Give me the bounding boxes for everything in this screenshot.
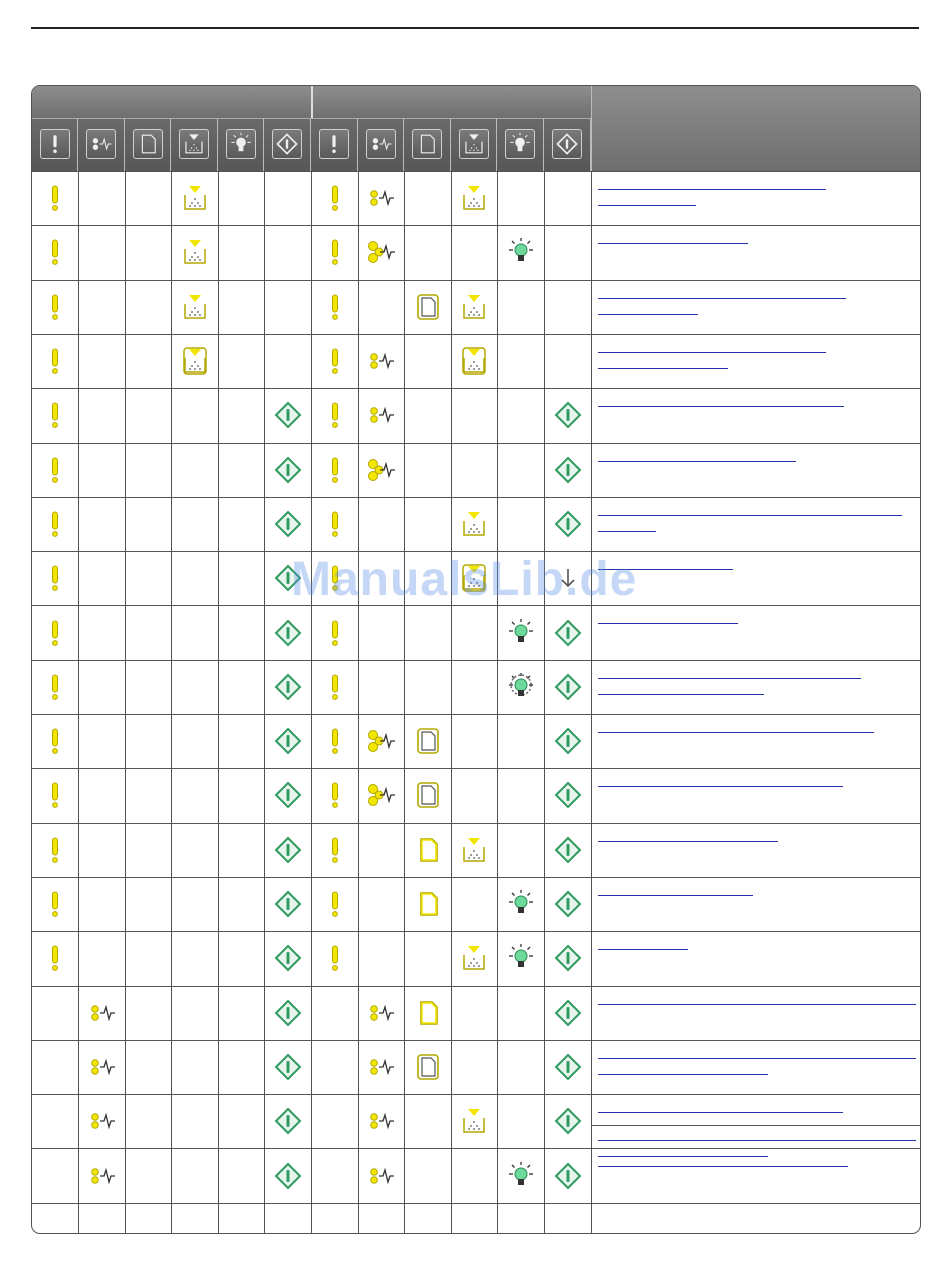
start-icon <box>272 129 302 159</box>
toner-light-icon <box>180 346 210 376</box>
topic-link[interactable] <box>598 531 656 532</box>
topic-link[interactable] <box>598 298 846 299</box>
error-light-icon <box>40 400 70 430</box>
error-light-icon <box>320 237 350 267</box>
topic-link[interactable] <box>598 1156 768 1157</box>
topic-link[interactable] <box>598 1140 916 1141</box>
light-icon <box>226 129 256 159</box>
error-light-icon <box>40 292 70 322</box>
row-divider <box>32 171 920 172</box>
start-light-icon <box>273 618 303 648</box>
header-cell <box>171 118 218 171</box>
column-divider <box>78 171 79 1233</box>
row-divider <box>32 280 920 281</box>
start-light-icon <box>553 1106 583 1136</box>
header-cell <box>218 118 264 171</box>
error-light-icon <box>40 672 70 702</box>
topic-link[interactable] <box>598 368 728 369</box>
header-cell <box>311 118 358 171</box>
light-light-icon <box>506 618 536 648</box>
column-divider <box>125 171 126 1233</box>
topic-link[interactable] <box>598 678 861 679</box>
paper-light-icon <box>413 726 443 756</box>
topic-link[interactable] <box>598 1074 768 1075</box>
topic-link[interactable] <box>598 314 698 315</box>
topic-link[interactable] <box>598 352 826 353</box>
sleep-light-icon <box>87 1161 117 1191</box>
row-divider <box>32 931 920 932</box>
light-light-icon <box>506 672 536 702</box>
column-divider <box>591 171 592 1233</box>
header-cell <box>544 118 591 171</box>
column-divider <box>404 171 405 1233</box>
error-light-icon <box>320 292 350 322</box>
column-divider <box>218 171 219 1233</box>
row-divider <box>32 768 920 769</box>
topic-link[interactable] <box>598 949 688 950</box>
toner-light-icon <box>459 346 489 376</box>
row-divider <box>32 660 920 661</box>
column-divider <box>451 171 452 1233</box>
start-light-icon <box>553 509 583 539</box>
header-cell <box>497 118 544 171</box>
start-light-icon <box>273 726 303 756</box>
error-light-icon <box>320 889 350 919</box>
start-light-icon <box>553 1052 583 1082</box>
error-light-icon <box>40 237 70 267</box>
row-divider <box>32 225 920 226</box>
start-light-icon <box>553 1161 583 1191</box>
start-light-icon <box>553 835 583 865</box>
error-icon <box>40 129 70 159</box>
paper-light-icon <box>413 1052 443 1082</box>
toner-light-icon <box>459 292 489 322</box>
toner-light-icon <box>459 183 489 213</box>
sleep-light-icon <box>366 346 396 376</box>
light-light-icon <box>506 237 536 267</box>
error-light-icon <box>40 183 70 213</box>
error-light-icon <box>40 346 70 376</box>
row-divider <box>32 1203 920 1204</box>
row-divider <box>32 388 920 389</box>
row-divider <box>32 1094 920 1095</box>
sleep-light-icon <box>366 1052 396 1082</box>
light-light-icon <box>506 1161 536 1191</box>
error-light-icon <box>40 563 70 593</box>
sleep-light-icon <box>366 455 396 485</box>
start-light-icon <box>273 835 303 865</box>
row-divider <box>32 986 920 987</box>
topic-link[interactable] <box>598 1112 843 1113</box>
column-divider <box>264 171 265 1233</box>
column-divider <box>171 171 172 1233</box>
error-light-icon <box>320 400 350 430</box>
column-divider <box>311 171 312 1233</box>
start-light-icon <box>553 998 583 1028</box>
topic-link[interactable] <box>598 1058 916 1059</box>
start-light-icon <box>553 780 583 810</box>
sleep-light-icon <box>366 1161 396 1191</box>
error-light-icon <box>320 509 350 539</box>
topic-link[interactable] <box>598 786 843 787</box>
sleep-light-icon <box>366 183 396 213</box>
row-sub-divider <box>591 1125 920 1126</box>
error-light-icon <box>40 618 70 648</box>
watermark: ManualsLib.de <box>291 553 638 606</box>
toner-light-icon <box>459 509 489 539</box>
start-light-icon <box>553 618 583 648</box>
toner-light-icon <box>459 1106 489 1136</box>
toner-light-icon <box>459 943 489 973</box>
start-light-icon <box>273 943 303 973</box>
start-light-icon <box>273 780 303 810</box>
error-light-icon <box>320 183 350 213</box>
topic-link[interactable] <box>598 732 874 733</box>
row-divider <box>32 1148 920 1149</box>
error-light-icon <box>40 726 70 756</box>
header-group-left <box>32 86 313 118</box>
error-light-icon <box>40 455 70 485</box>
paper-icon <box>133 129 163 159</box>
error-light-icon <box>40 780 70 810</box>
toner-light-icon <box>459 835 489 865</box>
sleep-light-icon <box>366 1106 396 1136</box>
error-light-icon <box>320 835 350 865</box>
topic-link[interactable] <box>598 694 764 695</box>
error-light-icon <box>40 835 70 865</box>
error-light-icon <box>320 780 350 810</box>
toner-light-icon <box>180 183 210 213</box>
start-light-icon <box>553 943 583 973</box>
paper-light-icon <box>413 292 443 322</box>
start-light-icon <box>273 1052 303 1082</box>
toner-icon <box>459 129 489 159</box>
header-cell <box>78 118 125 171</box>
sleep-light-icon <box>366 780 396 810</box>
header-cell <box>404 118 451 171</box>
column-divider <box>358 171 359 1233</box>
error-light-icon <box>320 346 350 376</box>
row-divider <box>32 714 920 715</box>
start-light-icon <box>273 1106 303 1136</box>
row-divider <box>32 334 920 335</box>
column-divider <box>544 171 545 1233</box>
start-light-icon <box>553 726 583 756</box>
error-light-icon <box>40 943 70 973</box>
start-light-icon <box>273 1161 303 1191</box>
header-cell <box>358 118 404 171</box>
topic-link[interactable] <box>598 1166 848 1167</box>
topic-link[interactable] <box>598 623 738 624</box>
error-light-icon <box>40 889 70 919</box>
topic-link[interactable] <box>598 841 778 842</box>
sleep-light-icon <box>87 998 117 1028</box>
row-divider <box>32 497 920 498</box>
sleep-light-icon <box>366 400 396 430</box>
light-light-icon <box>506 889 536 919</box>
start-light-icon <box>553 672 583 702</box>
start-light-icon <box>273 400 303 430</box>
error-light-icon <box>320 455 350 485</box>
error-light-icon <box>320 672 350 702</box>
error-light-icon <box>320 726 350 756</box>
sleep-light-icon <box>366 237 396 267</box>
header-group-right <box>313 86 591 118</box>
sleep-light-icon <box>366 998 396 1028</box>
topic-link[interactable] <box>598 406 844 407</box>
header-cell <box>32 118 78 171</box>
row-divider <box>32 877 920 878</box>
row-divider <box>32 443 920 444</box>
sleep-icon <box>366 129 396 159</box>
start-light-icon <box>553 400 583 430</box>
top-rule <box>31 27 919 29</box>
header-cell <box>125 118 171 171</box>
error-icon <box>319 129 349 159</box>
topic-link[interactable] <box>598 1004 916 1005</box>
topic-link[interactable] <box>598 515 902 516</box>
start-icon <box>552 129 582 159</box>
start-light-icon <box>273 998 303 1028</box>
topic-link[interactable] <box>598 461 796 462</box>
start-light-icon <box>273 889 303 919</box>
header-description <box>591 86 921 171</box>
column-divider <box>497 171 498 1233</box>
start-light-icon <box>553 889 583 919</box>
paper-light-icon <box>413 835 443 865</box>
sleep-light-icon <box>87 1106 117 1136</box>
paper-light-icon <box>413 998 443 1028</box>
toner-light-icon <box>180 292 210 322</box>
start-light-icon <box>273 509 303 539</box>
row-divider <box>32 823 920 824</box>
light-icon <box>505 129 535 159</box>
paper-light-icon <box>413 889 443 919</box>
topic-link[interactable] <box>598 205 696 206</box>
sleep-icon <box>86 129 116 159</box>
light-sequence-table <box>31 85 921 1234</box>
paper-light-icon <box>413 780 443 810</box>
row-divider <box>32 1040 920 1041</box>
error-light-icon <box>320 943 350 973</box>
start-light-icon <box>273 672 303 702</box>
start-light-icon <box>273 455 303 485</box>
start-light-icon <box>553 455 583 485</box>
header-cell <box>451 118 497 171</box>
sleep-light-icon <box>366 726 396 756</box>
toner-light-icon <box>180 237 210 267</box>
toner-icon <box>179 129 209 159</box>
paper-icon <box>412 129 442 159</box>
error-light-icon <box>320 618 350 648</box>
light-light-icon <box>506 943 536 973</box>
header-cell <box>264 118 311 171</box>
topic-link[interactable] <box>598 189 826 190</box>
topic-link[interactable] <box>598 243 748 244</box>
sleep-light-icon <box>87 1052 117 1082</box>
topic-link[interactable] <box>598 895 753 896</box>
error-light-icon <box>40 509 70 539</box>
